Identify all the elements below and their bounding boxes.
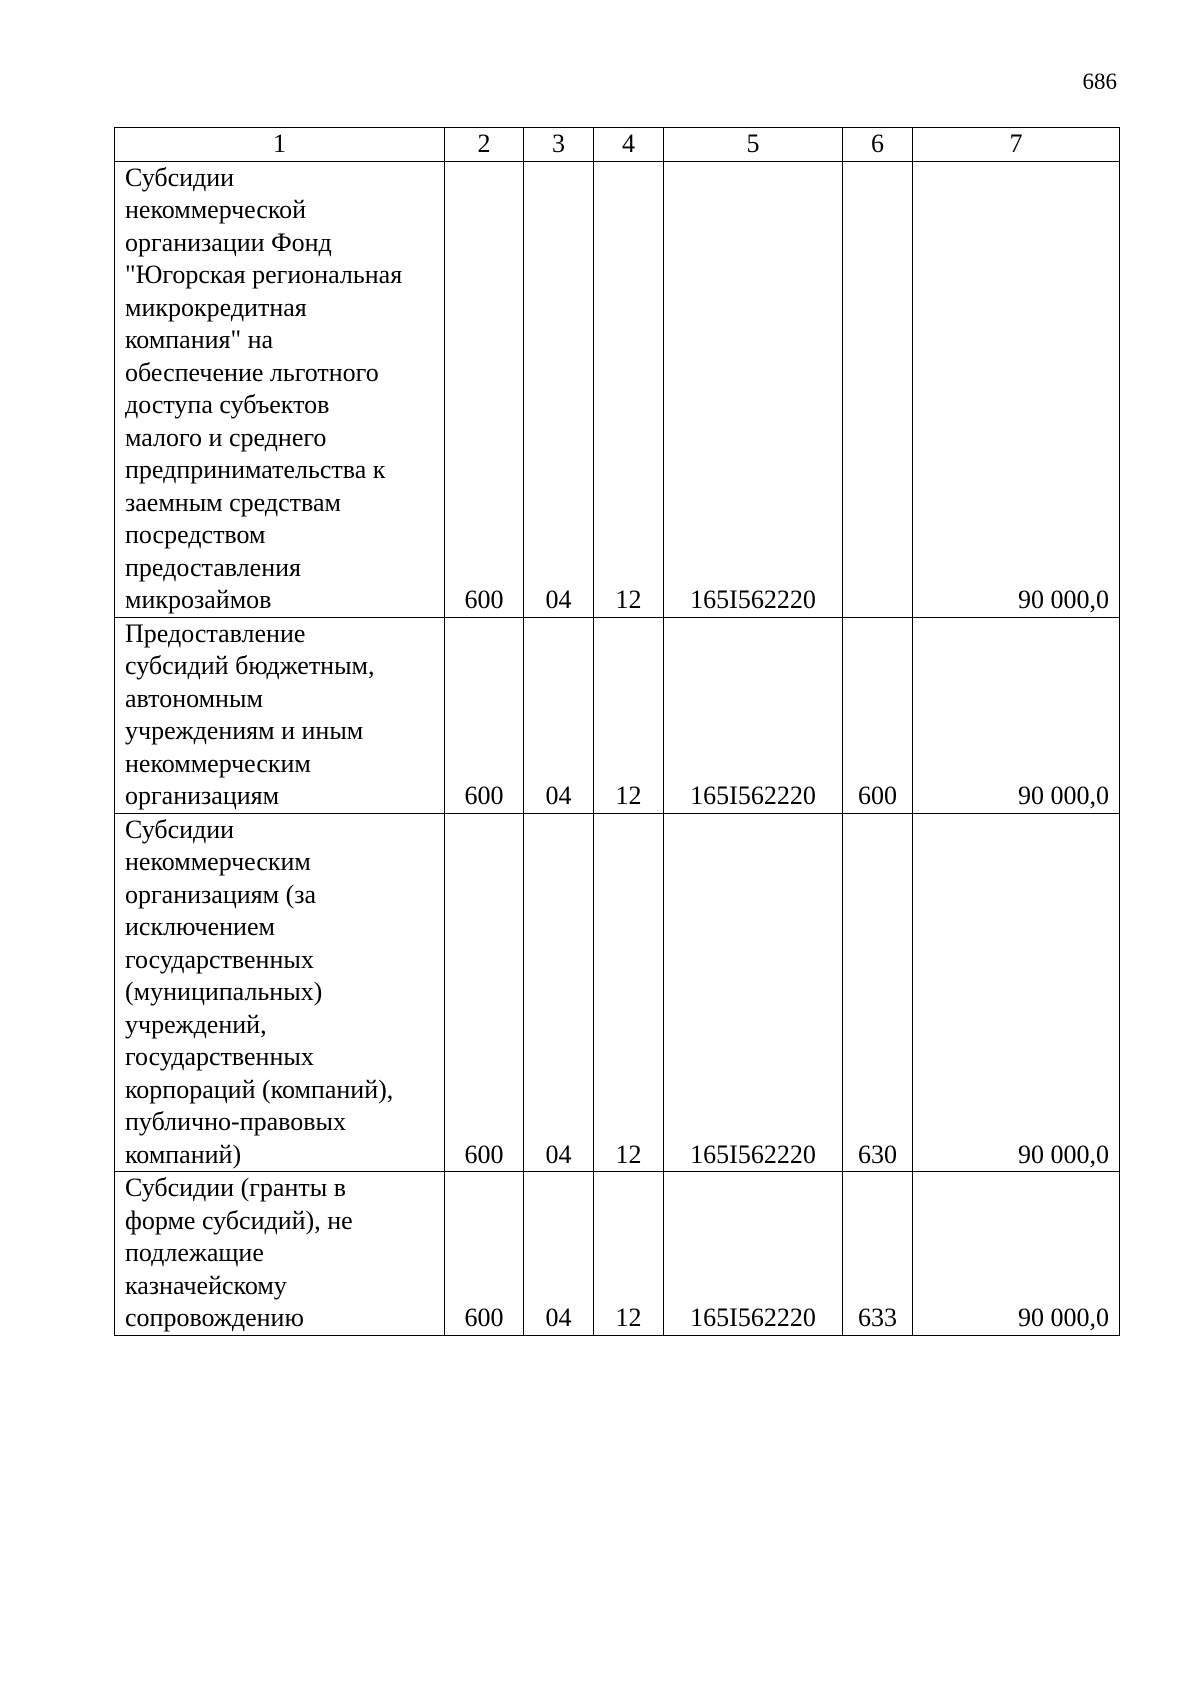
row-name-line: доступа субъектов: [125, 390, 330, 419]
chapter-code-cell: 04: [524, 617, 594, 813]
table-row: [115, 1172, 1120, 1336]
row-name-line: государственных: [125, 944, 314, 974]
row-name-line: государственных: [125, 1042, 314, 1071]
target-article-cell: 165I562220: [664, 161, 843, 617]
row-name-line: Субсидии: [125, 162, 235, 192]
row-name-line: посредством: [125, 520, 266, 549]
budget-table: [114, 127, 1120, 1336]
row-name-line: организациям: [125, 781, 280, 810]
row-name-line: предпринимательства к: [125, 455, 386, 484]
row-name-cell: [115, 617, 445, 813]
row-name-line: казначейскому: [125, 1270, 287, 1300]
target-article-cell: 165I562220: [664, 617, 843, 813]
row-name-line: микрокредитная: [125, 292, 307, 322]
section-code-cell: 600: [445, 617, 524, 813]
chapter-code-cell: 04: [524, 161, 594, 617]
row-name-cell: [115, 1172, 445, 1336]
subsection-code-cell: 12: [594, 813, 664, 1172]
target-article-cell: 165I562220: [664, 1172, 843, 1336]
row-name-line: учреждений,: [125, 1009, 267, 1039]
row-name-line: предоставления: [125, 552, 301, 582]
amount-cell: 90 000,0: [913, 1172, 1120, 1336]
row-name-line: исключением: [125, 912, 275, 941]
row-name-line: автономным: [125, 683, 263, 713]
row-name-line: (муниципальных): [125, 977, 323, 1006]
table-row: [115, 617, 1120, 813]
row-name-line: Субсидии: [125, 814, 235, 844]
table-row: [115, 161, 1120, 617]
row-name-line: организации Фонд: [125, 227, 332, 257]
table-row: [115, 813, 1120, 1172]
amount-cell: 90 000,0: [913, 617, 1120, 813]
row-name-line: организациям (за: [125, 879, 317, 909]
subsection-code-cell: 12: [594, 161, 664, 617]
amount-cell: 90 000,0: [913, 813, 1120, 1172]
expense-type-cell: 600: [843, 617, 913, 813]
row-name-line: корпораций (компаний),: [125, 1074, 394, 1104]
column-header: 7: [913, 128, 1120, 162]
row-name-line: малого и среднего: [125, 422, 327, 452]
column-header: 1: [115, 128, 445, 162]
expense-type-cell: 633: [843, 1172, 913, 1336]
row-name-line: заемным средствам: [125, 487, 341, 517]
row-name-line: микрозаймов: [125, 585, 272, 614]
expense-type-cell: [843, 161, 913, 617]
row-name-line: субсидий бюджетным,: [125, 651, 375, 680]
row-name-line: компания" на: [125, 325, 274, 354]
section-code-cell: 600: [445, 161, 524, 617]
row-name-cell: [115, 161, 445, 617]
row-name-line: учреждениям и иным: [125, 716, 364, 745]
section-code-cell: 600: [445, 1172, 524, 1336]
row-name-line: обеспечение льготного: [125, 357, 379, 387]
row-name-line: компаний): [125, 1139, 242, 1169]
page-number: 686: [1082, 69, 1117, 94]
row-name-line: Предоставление: [125, 618, 306, 648]
section-code-cell: 600: [445, 813, 524, 1172]
row-name-line: некоммерческим: [125, 748, 311, 778]
column-header: 5: [664, 128, 843, 162]
table-header-row: [115, 128, 1120, 162]
row-name-line: сопровождению: [125, 1303, 304, 1332]
row-name-cell: [115, 813, 445, 1172]
amount-cell: 90 000,0: [913, 161, 1120, 617]
column-header: 2: [445, 128, 524, 162]
row-name-line: некоммерческим: [125, 847, 311, 876]
subsection-code-cell: 12: [594, 617, 664, 813]
chapter-code-cell: 04: [524, 813, 594, 1172]
column-header: 3: [524, 128, 594, 162]
row-name-line: "Югорская региональная: [125, 260, 403, 289]
column-header: 6: [843, 128, 913, 162]
chapter-code-cell: 04: [524, 1172, 594, 1336]
row-name-line: публично-правовых: [125, 1107, 346, 1136]
target-article-cell: 165I562220: [664, 813, 843, 1172]
row-name-line: Субсидии (гранты в: [125, 1173, 346, 1202]
subsection-code-cell: 12: [594, 1172, 664, 1336]
row-name-line: форме субсидий), не: [125, 1205, 353, 1235]
expense-type-cell: 630: [843, 813, 913, 1172]
row-name-line: подлежащие: [125, 1238, 264, 1267]
row-name-line: некоммерческой: [125, 195, 307, 224]
column-header: 4: [594, 128, 664, 162]
